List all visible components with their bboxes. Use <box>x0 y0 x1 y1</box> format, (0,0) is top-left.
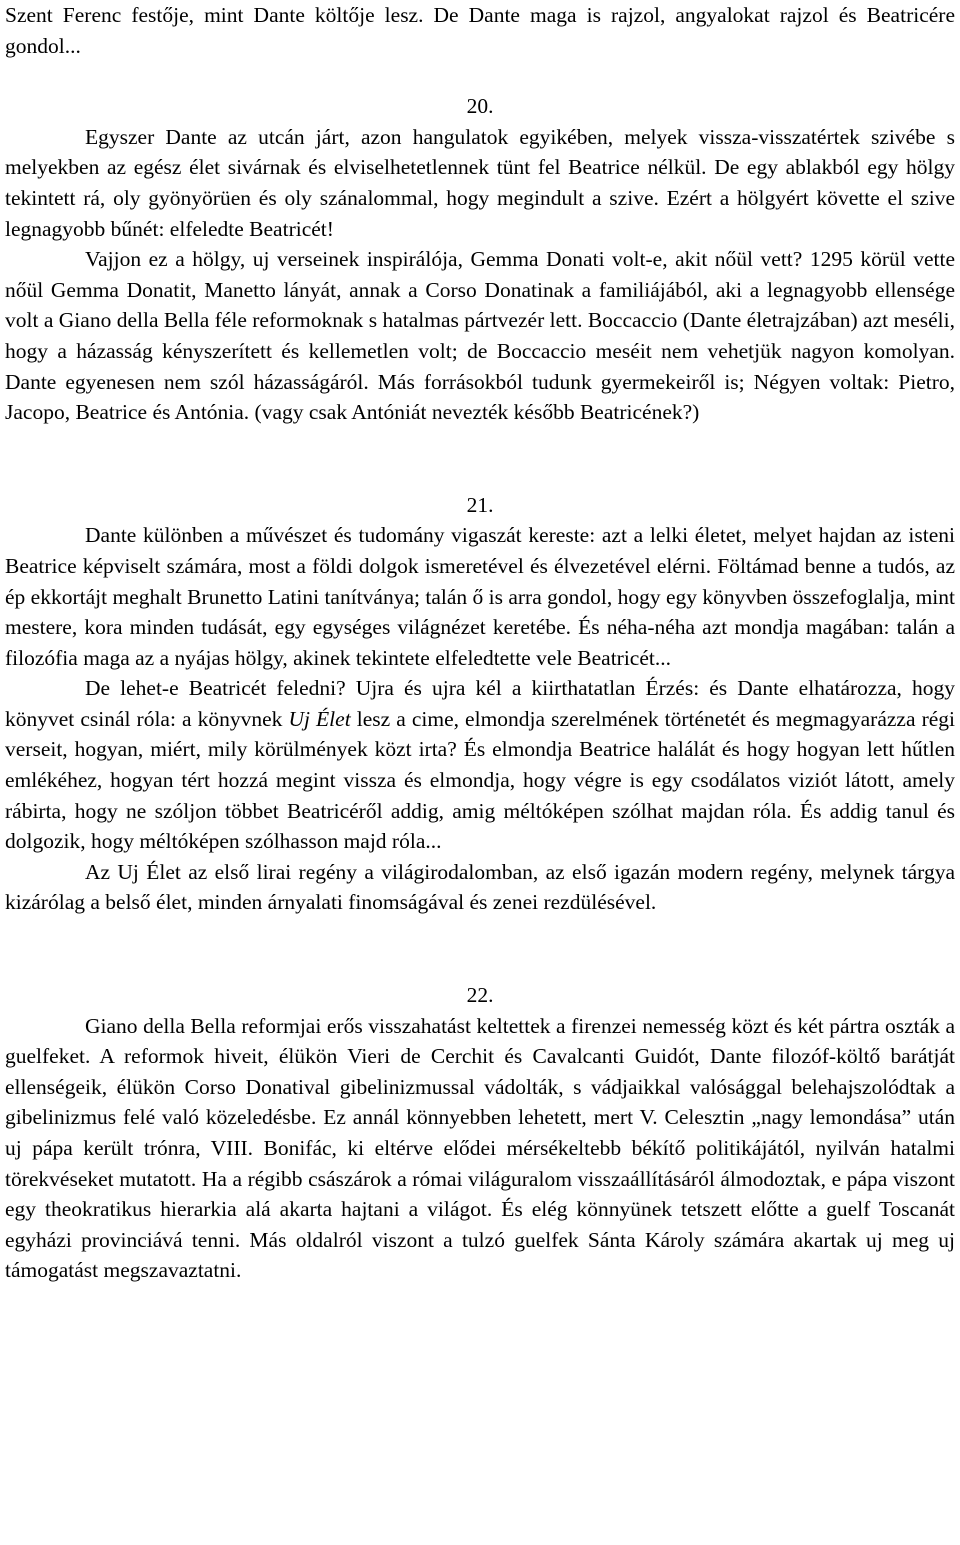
paragraph-text-before-title: De lehet-e Beatricét feledni? Ujra és ujra kél a kiirthatatlan Érzés: és Dante elhatározza, hogy könyvet csinál róla: a könyvnek <box>5 676 955 731</box>
section-20-paragraph-2: Vajjon ez a hölgy, uj verseinek inspirálója, Gemma Donati volt-e, akit nőül vett? 1295 körül vette nőül Gemma Donatit, Manetto lányát, annak a Corso Donatinak a familiájából, aki a legnagyobb ellensége volt a Giano della Bella féle reformoknak s hatalmas pártvezér lett. Boccaccio (Dante életrajzában) azt meséli, hogy a házasság kényszerített és kellemetlen volt; de Boccaccio meséit nem vehetjük nagyon komolyan. Dante egyenesen nem szól házasságáról. Más forrásokból tudunk gyermekeiről is; Négyen voltak: Pietro, Jacopo, Beatrice és Antónia. (vagy csak Antóniát nevezték később Beatricének?) <box>5 247 955 425</box>
section-20-paragraph-1: Egyszer Dante az utcán járt, azon hangulatok egyikében, melyek vissza-visszatértek szivébe s melyekben az egész élet sivárnak és elviselhetetlennek tünt fel Beatrice nélkül. De egy ablakból egy hölgy tekintett rá, oly gyönyörüen és oly szánalommal, hogy megindult a szive. Ezért a hölgyért követte el szive legnagyobb bűnét: elfeledte Beatricét! <box>5 124 955 241</box>
section-22-paragraph-1: Giano della Bella reformjai erős visszahatást keltettek a firenzei nemesség közt és két pártra oszták a guelfeket. A reformok hiveit, élükön Vieri de Cerchit és Cavalcanti Guidót, Dante filozóf-költő barátját ellenségeik, élükön Corso Donatival gibelinizmussal vádolták, s vádjaikkal valósággal belehajszolódtak a gibelinizmus felé való közeledésbe. Ez annál könnyebben lehetett, mert V. Celesztin „nagy lemondása” után uj pápa került trónra, VIII. Bonifác, ki eltérve elődei mérsékeltebb békítő politikájától, nyilván hatalmi törekvéseket mutatott. Ha a régibb császárok a római világuralom visszaállításáról álmodoztak, e pápa viszont egy theokratikus hierarkia alá akarta hajtani a világot. És elég könnyünek tetszett előtte a guelf Toscanát egyházi provinciává tenni. Más oldalról viszont a tulzó guelfek Sánta Károly számára akartak uj meg uj támogatást megszavaztatni. <box>5 1013 955 1283</box>
section-number-20: 20. <box>466 94 494 119</box>
section-21-paragraph-2 <box>5 673 955 857</box>
book-title: Uj Élet <box>288 706 351 731</box>
section-21-closing-paragraph: Az Uj Élet az első lirai regény a világirodalomban, az első igazán modern regény, melynek tárgya kizárólag a belső élet, minden árnyalati finomságával és zenei rezdülésével. <box>5 859 955 915</box>
document-page <box>5 0 955 1286</box>
paragraph-text-after-title: lesz a cime, elmondja szerelmének történetét és megmagyarázza régi verseit, hogyan, miért, mily körülmények közt irta? És elmondja Beatrice halálát és hogy hogyan lett hűtlen emlékéhez, hogyan tért hozzá megint vissza és elmondja, hogy végre is egy csodálatos viziót látott, amely rábirta, hogy ne szóljon többet Beatricéről addig, amig méltóképen szólhat majdan róla. És addig tanul és dolgozik, hogy méltóképen szólhasson majd róla... <box>5 706 955 854</box>
intro-paragraph: Szent Ferenc festője, mint Dante költője lesz. De Dante maga is rajzol, angyalokat rajzol és Beatricére gondol... <box>5 3 955 58</box>
section-number-21: 21. <box>466 492 494 517</box>
section-21-paragraph-1: Dante különben a művészet és tudomány vigaszát kereste: azt a lelki életet, melyet hajdan az isteni Beatrice képviselt számára, most a földi dolgok ismeretével és élvezetével elérni. Föltámad benne a tudós, az ép ekkortájt meghalt Brunetto Latini tanítványa; talán ő is arra gondol, hogy egy könyvben összefoglalja, mint mestere, kora minden tudását, egy egységes világnézet keretébe. És néha-néha azt mondja magában: talán a filozófia maga az a nyájas hölgy, akinek tekintete elfeledtette vele Beatricét... <box>5 523 955 670</box>
section-number-22: 22. <box>466 983 494 1008</box>
